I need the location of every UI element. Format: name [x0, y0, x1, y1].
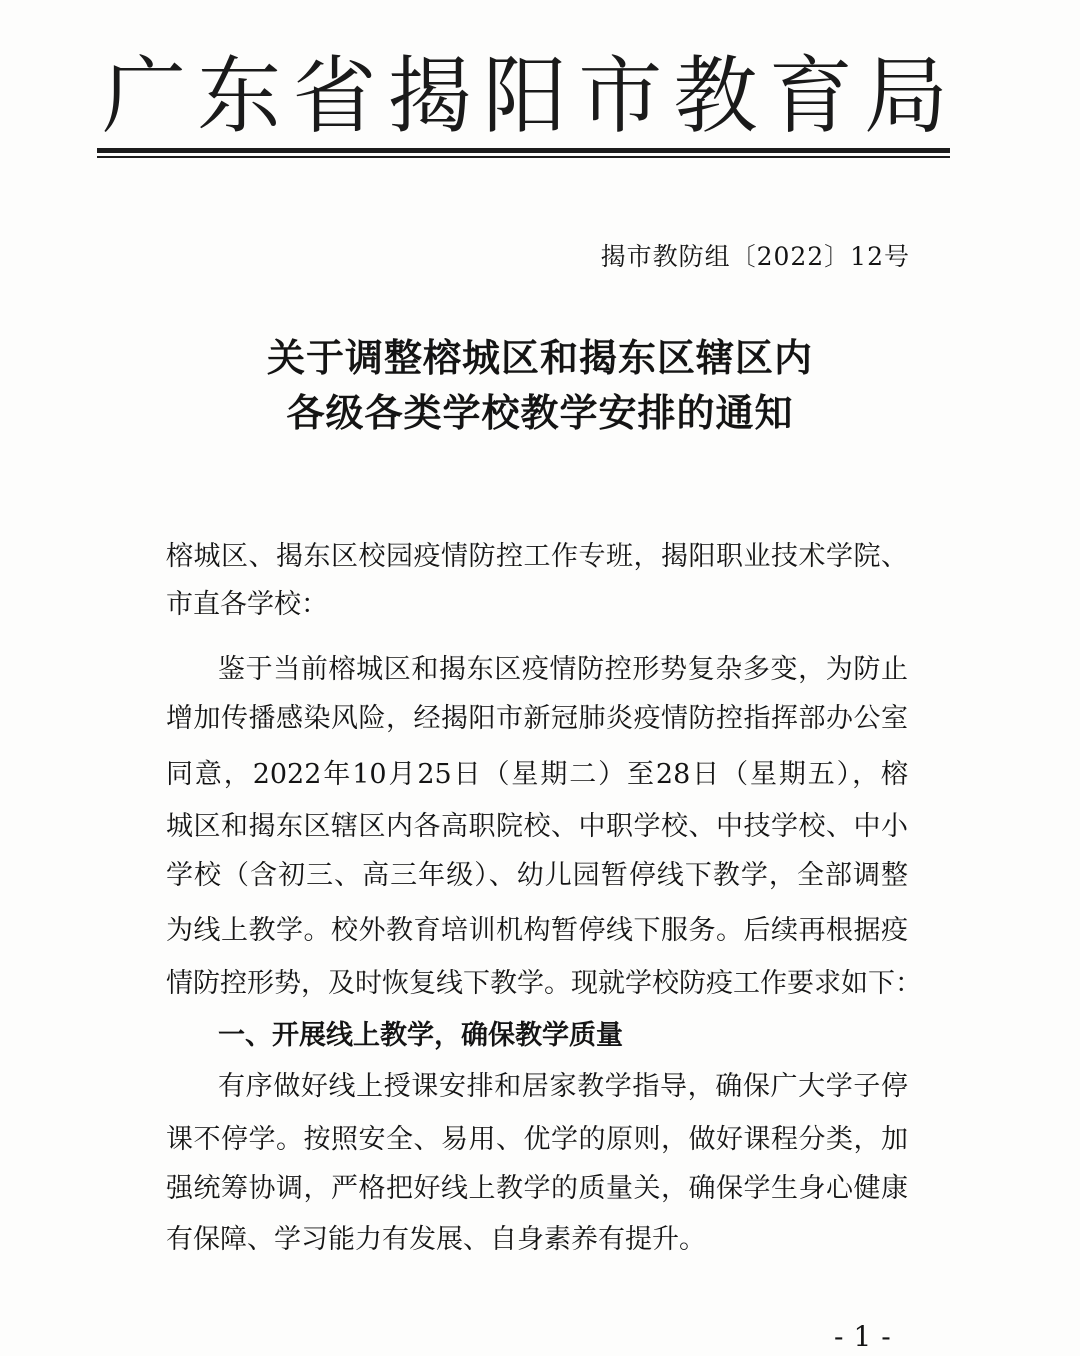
letterhead-char: 东 [197, 47, 282, 145]
addressee-line: 榕城区、揭东区校园疫情防控工作专班，揭阳职业技术学院、 [166, 541, 908, 572]
body-line: 城区和揭东区辖区内各高职院校、中职学校、中技学校、中小 [166, 811, 908, 842]
letterhead-char: 阳 [482, 47, 567, 145]
body-line: 增加传播感染风险，经揭阳市新冠肺炎疫情防控指挥部办公室 [166, 703, 908, 734]
letterhead-rule-thin [97, 156, 950, 158]
body-line: 情防控形势，及时恢复线下教学。现就学校防疫工作要求如下： [166, 968, 922, 999]
addressee-line: 市直各学校： [166, 589, 328, 620]
letterhead-char: 广 [101, 47, 186, 145]
body-line: 强统筹协调，严格把好线上教学的质量关，确保学生身心健康 [166, 1173, 908, 1204]
body-line: 有保障、学习能力有发展、自身素养有提升。 [166, 1224, 706, 1255]
letterhead-char: 教 [673, 47, 758, 145]
title-line-1: 关于调整榕城区和揭东区辖区内 [266, 335, 813, 380]
body-line: 同意，2022年10月25日（星期二）至28日（星期五），榕 [166, 759, 908, 790]
body-line: 学校（含初三、高三年级）、幼儿园暂停线下教学，全部调整 [166, 860, 908, 891]
section-heading: 一、开展线上教学，确保教学质量 [218, 1020, 623, 1051]
body-line: 鉴于当前榕城区和揭东区疫情防控形势复杂多变，为防止 [218, 654, 908, 685]
letterhead-char: 揭 [387, 47, 472, 145]
letterhead-char: 省 [292, 47, 377, 145]
body-line: 为线上教学。校外教育培训机构暂停线下服务。后续再根据疫 [166, 915, 908, 946]
letterhead-char: 局 [863, 47, 948, 145]
letterhead-char: 育 [768, 47, 853, 145]
letterhead-char: 市 [578, 47, 663, 145]
title-line-2: 各级各类学校教学安排的通知 [286, 390, 794, 435]
page-number: -1- [834, 1320, 901, 1353]
body-line: 课不停学。按照安全、易用、优学的原则，做好课程分类，加 [166, 1124, 908, 1155]
document-number: 揭市教防组〔2022〕12号 [600, 242, 910, 271]
body-line: 有序做好线上授课安排和居家教学指导，确保广大学子停 [218, 1071, 908, 1102]
letterhead [100, 46, 950, 146]
letterhead-rule-thick [97, 148, 950, 153]
